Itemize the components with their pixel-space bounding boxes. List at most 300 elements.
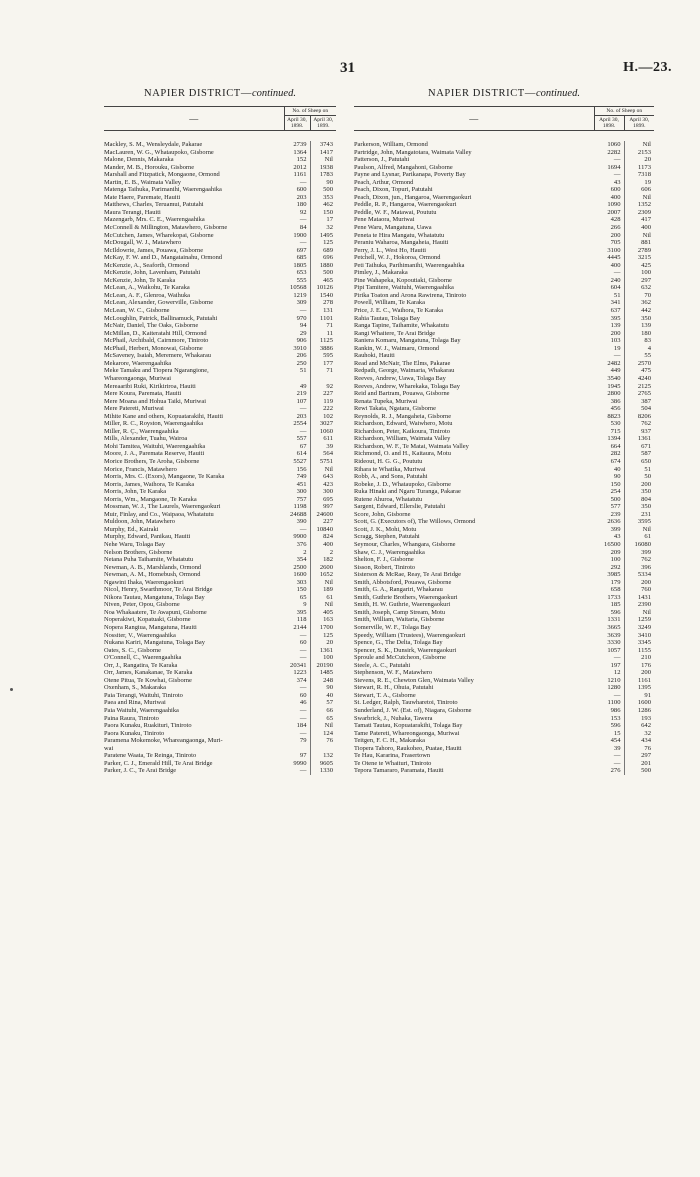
sheep-1898-cell: 5527 [293,457,307,465]
owner-cell: Swarbrick, J., Nuhaka, Tawera [354,714,433,722]
right-1898-header: April 30, 1898. [594,116,624,131]
table-row [354,186,654,194]
owner-cell: Mere Koura, Paremata, Hauiti [104,390,182,398]
sheep-1899-cell: 1652 [310,571,336,579]
sheep-1898-cell: 16500 [604,540,621,548]
owner-cell: Murphy, Edward, Panikau, Hauiti [104,533,191,541]
table-row [104,601,336,609]
sheep-1899-cell: 100 [624,269,654,277]
sheep-1898-cell: 674 [610,457,621,465]
sheep-1898-cell: 376 [296,540,307,548]
sheep-1899-cell: 227 [310,518,336,526]
table-row [354,277,654,285]
right-district-heading [354,88,654,102]
owner-cell: Rangi Whaitere, Te Arai Bridge [354,329,436,337]
sheep-1898-cell: 60 [299,691,307,699]
left-heading-italic: continued. [251,88,296,99]
sheep-1898-cell: 200 [610,231,621,239]
sheep-1899-cell: 1417 [310,149,336,157]
owner-cell: Nossiter, V., Waerengaahika [104,631,176,639]
owner-cell: Richardson, W. F., Te Matai, Waimata Valley [354,442,469,450]
sheep-1898-cell: — [299,405,307,413]
owner-cell: Stewart, R. H., Ohuia, Patutahi [354,684,434,692]
owner-cell: Sunderland, J. W. (Est. of), Niagara, Gisborne [354,707,472,715]
sheep-1899-cell: 1155 [624,647,654,655]
sheep-1898-cell: 2 [303,548,307,556]
owner-cell: Paramena Mokemoke, Whareangaonga, Muri- [104,737,223,745]
sheep-1898-cell: 103 [610,337,621,345]
owner-cell: Mere Moana and Hohua Taiki, Muriwai [104,397,207,405]
right-sheep-table [354,106,654,775]
owner-cell: McLean, A., Waikohu, Te Karaka [104,284,190,292]
table-row [104,511,336,519]
sheep-1898-cell: 97 [299,752,307,760]
owner-cell: Ruka Hinaki and Ngaru Turanga, Pakarae [354,488,461,496]
table-row [354,224,654,232]
sheep-1898-cell: 399 [610,525,621,533]
owner-cell: Pene Waru, Mangatuna, Uawa [354,224,432,232]
table-row [104,330,336,338]
left-column [104,88,336,775]
table-row [354,201,654,209]
sheep-1899-cell: 176 [624,662,654,670]
sheep-1898-cell: 2007 [607,208,621,216]
sheep-1898-cell: 3540 [607,374,621,382]
owner-cell: Tiopera Tahoro, Raukoheo, Puatae, Hauiti [354,744,462,752]
owner-cell: Peddle, R. P., Hangaroa, Waerengaokuri [354,201,457,209]
table-row [354,337,654,345]
table-row [104,194,336,202]
table-row [104,707,336,715]
owner-cell: Noperakiwi, Kopatuaki, Gisborne [104,616,191,624]
sheep-1899-cell: 1259 [624,616,654,624]
table-row [104,269,336,277]
owner-cell: Nikora Tautau, Mangatuna, Tolaga Bay [104,593,205,601]
sheep-1899-cell: 1060 [310,428,336,436]
sheep-1899-cell: 91 [624,692,654,700]
owner-cell: Speedy, William (Trustees), Waerengaokuri [354,631,466,639]
table-row [354,375,654,383]
table-row [354,767,654,775]
table-row [354,239,654,247]
sheep-1898-cell: 2636 [607,518,621,526]
table-row [104,307,336,315]
table-row [354,624,654,632]
owner-cell: Perry, J. L., West Ho, Hauiti [354,246,427,254]
sheep-1898-cell: 43 [613,178,621,186]
left-1899-header: April 30, 1899. [310,116,336,131]
sheep-1898-cell: 1210 [607,676,621,684]
sheep-1899-cell: 5751 [310,458,336,466]
sheep-1899-cell: 66 [310,707,336,715]
sheep-1898-cell: 451 [296,480,307,488]
sheep-1899-cell: 76 [624,745,654,753]
owner-cell: Parker, C. J., Emerald Hill, Te Arai Bridge [104,759,213,767]
sheep-1898-cell: 1060 [607,141,621,148]
owner-cell: Morice, Francis, Matawhero [104,465,177,473]
table-row [354,639,654,647]
owner-cell: Mate Haere, Paremate, Hauiti [104,193,181,201]
sheep-1898-cell: 219 [296,390,307,398]
table-row [354,141,654,149]
owner-cell: Scott, G. (Executors of), The Willows, Ormond [354,518,476,526]
sheep-1899-cell: 3345 [624,639,654,647]
table-row [104,533,336,541]
table-row [104,156,336,164]
sheep-1899-cell: 462 [310,201,336,209]
sheep-1899-cell: 4 [624,345,654,353]
table-row [104,398,336,406]
sheep-1899-cell: 1783 [310,171,336,179]
table-row [104,616,336,624]
owner-cell: Reid and Bartram, Pouawa, Gisborne [354,390,450,398]
margin-mark [10,688,13,691]
owner-cell: Te Hau, Kararina, Frasertown [354,752,431,760]
sheep-1898-cell: 2482 [607,359,621,367]
owner-cell: Nukana Kariri, Mangatuna, Tolaga Bay [104,639,205,647]
sheep-1898-cell: — [299,646,307,654]
sheep-1899-cell: 1330 [310,767,336,775]
owner-cell: O'Connell, C., Waerengaahika [104,654,182,662]
sheep-1898-cell: 197 [610,661,621,669]
owner-cell: Mereaaribi Ruki, Kirikiriroa, Hauiti [104,382,196,390]
owner-cell: Paia Terangi, Waituhi, Tiniroto [104,691,183,699]
owner-cell: Smith, William, Waitaria, Gisborne [354,616,445,624]
table-row [354,564,654,572]
sheep-1898-cell: 354 [296,556,307,564]
table-row [104,292,336,300]
sheep-1898-cell: 1100 [607,699,621,707]
sheep-1899-cell: 124 [310,730,336,738]
table-row [104,473,336,481]
table-row [354,171,654,179]
sheep-1898-cell: 206 [296,352,307,360]
sheep-1899-cell: 1101 [310,315,336,323]
owner-cell: Partridge, John, Mangatotara, Waimata Valley [354,148,472,156]
sheep-1898-cell: — [299,729,307,737]
sheep-1899-cell: 57 [310,699,336,707]
sheep-1898-cell: 2282 [607,148,621,156]
sheep-1899-cell: 125 [310,239,336,247]
sheep-1898-cell: 2500 [293,563,307,571]
sheep-1899-cell: 504 [624,405,654,413]
table-row [104,526,336,534]
sheep-1899-cell: 227 [310,390,336,398]
table-row [104,141,336,149]
table-row [104,352,336,360]
owner-cell: Newman, A. B., Marshlands, Ormond [104,563,202,571]
sheep-1898-cell: 266 [610,224,621,232]
table-row [354,518,654,526]
sheep-1898-cell: 1694 [607,163,621,171]
right-heading-text: NAPIER DISTRICT— [428,88,536,99]
sheep-1899-cell: 2765 [624,390,654,398]
table-row [354,315,654,323]
table-row [354,609,654,617]
table-row [104,435,336,443]
sheep-1898-cell: 1057 [607,646,621,654]
table-row [354,632,654,640]
owner-cell: Richardson, William, Waimata Valley [354,435,451,443]
owner-cell: Murphy, Ed., Kairaki [104,525,159,533]
sheep-1899-cell: 76 [310,737,336,745]
sheep-1898-cell: 600 [610,186,621,194]
table-row [354,262,654,270]
sheep-1898-cell: 19 [613,344,621,352]
sheep-1899-cell: 55 [624,352,654,360]
sheep-1899-cell: 425 [624,262,654,270]
sheep-1898-cell: 596 [610,722,621,730]
owner-cell: Mekarore, Waerengaahika [104,359,172,367]
sheep-1899-cell: 177 [310,360,336,368]
table-row [104,715,336,723]
sheep-1899-cell: Nil [310,722,336,730]
sheep-1898-cell: 456 [610,405,621,413]
sheep-1898-cell: 184 [296,722,307,730]
sheep-1899-cell: 500 [624,767,654,775]
table-row [354,571,654,579]
sheep-1898-cell: 67 [299,442,307,450]
table-row [354,737,654,745]
sheep-1898-cell: 43 [613,533,621,541]
owner-cell: Newman, A. M., Homebush, Ormond [104,571,201,579]
sheep-1898-cell: 254 [610,488,621,496]
right-heading-italic: continued. [535,88,580,99]
sheep-1898-cell: 8823 [607,412,621,420]
table-row [104,632,336,640]
table-row [354,752,654,760]
table-row [354,692,654,700]
sheep-1898-cell: 10568 [290,284,307,292]
table-row [104,322,336,330]
table-row [104,450,336,458]
sheep-1899-cell: 1880 [310,262,336,270]
owner-cell: Rutene Ahuroa, Whatatutu [354,495,423,503]
table-row [354,496,654,504]
sheep-1899-cell: 3215 [624,254,654,262]
sheep-1898-cell: 4445 [607,254,621,262]
sheep-1898-cell: 1331 [607,616,621,624]
sheep-1899-cell: 1352 [624,201,654,209]
sheep-1898-cell: 40 [613,465,621,473]
sheep-1899-cell: 61 [624,533,654,541]
owner-cell: Steele, A. C., Patutahi [354,661,411,669]
table-row [104,669,336,677]
owner-cell: Morris, Mrs. C. (Exors), Mangaone, Te Karaka [104,473,225,481]
sheep-1899-cell: 71 [310,322,336,330]
sheep-1899-cell: 500 [310,269,336,277]
sheep-1899-cell: 32 [310,224,336,232]
sheep-1898-cell: 309 [296,299,307,307]
owner-cell: Mihite Kane and others, Kopuatarakihi, Hauiti [104,412,224,420]
table-row [354,549,654,557]
table-row [104,164,336,172]
owner-cell: wai [104,744,114,752]
table-row [354,533,654,541]
owner-cell: Nopera Rangiua, Mangatuna, Hauiti [104,624,197,631]
sheep-1898-cell: 530 [610,420,621,428]
owner-cell: Robeke, J. D., Whataupoko, Gisborne [354,480,451,488]
sheep-1899-cell: 650 [624,458,654,466]
table-row [104,443,336,451]
sheep-1899-cell: 83 [624,337,654,345]
owner-cell: Pirika Toaton and Arona Rawirena, Tiniroto [354,291,467,299]
owner-cell: Spence, G., The Delta, Tolaga Bay [354,639,443,647]
table-row [354,322,654,330]
right-table-body [354,131,654,775]
table-row [354,299,654,307]
table-row [104,375,336,383]
sheep-1898-cell: 250 [296,359,307,367]
sheep-1899-cell: 3595 [624,518,654,526]
sheep-1898-cell: 60 [299,639,307,647]
sheep-1898-cell: 341 [610,299,621,307]
owner-cell: Matenga Taihuka, Parimanihi, Waerengaahika [104,186,222,194]
sheep-1898-cell: 1805 [293,261,307,269]
sheep-1899-cell: 937 [624,428,654,436]
sheep-1899-cell: 689 [310,247,336,255]
table-row [354,367,654,375]
sheep-1899-cell: 4240 [624,375,654,383]
owner-cell: Richardson, Edward, Waiwhero, Motu [354,420,453,428]
sheep-1899-cell: 350 [624,488,654,496]
sheep-1898-cell: 697 [296,246,307,254]
owner-cell: Morice Brothers, Te Aroha, Gisborne [104,457,200,465]
sheep-1898-cell: 906 [296,337,307,345]
sheep-1898-cell: 449 [610,367,621,375]
sheep-1898-cell: 600 [296,186,307,194]
table-row [104,216,336,224]
sheep-1898-cell: — [613,752,621,760]
table-row [104,692,336,700]
sheep-1899-cell: 423 [310,481,336,489]
sheep-1898-cell: — [299,654,307,662]
sheep-1899-cell: 297 [624,277,654,285]
table-row [104,594,336,602]
sheep-1899-cell: Nil [624,526,654,534]
sheep-1899-cell: 642 [624,722,654,730]
sheep-1898-cell: 139 [610,322,621,330]
sheep-1898-cell: 685 [296,254,307,262]
sheep-1899-cell: 353 [310,194,336,202]
table-row [354,405,654,413]
owner-cell: Smith, G. A., Rangariri, Whakarau [354,586,443,594]
table-row [354,450,654,458]
sheep-1898-cell: 303 [296,578,307,586]
table-row [104,284,336,292]
sheep-1898-cell: 12 [613,669,621,677]
table-row [354,684,654,692]
sheep-1899-cell: 32 [624,730,654,738]
owner-cell: St. Ledger, Ralph, Tauwharetoi, Tiniroto [354,699,458,707]
sheep-1898-cell: 118 [296,616,307,624]
left-table-body [104,131,336,775]
sheep-1899-cell: 200 [624,669,654,677]
sheep-1899-cell: 1286 [624,707,654,715]
right-column [354,88,654,775]
sheep-1898-cell: — [299,525,307,533]
sheep-1898-cell: 395 [296,608,307,616]
sheep-1898-cell: — [613,171,621,179]
owner-cell: Sargent, Edward, Ellerslie, Patutahi [354,503,446,511]
sheep-1898-cell: 3985 [607,571,621,579]
owner-cell: Tame Patereti, Whareongaonga, Muriwai [354,729,460,737]
sheep-1899-cell: 2570 [624,360,654,368]
owner-cell: Peraniu Waharoa, Mangaheia, Hauiti [354,239,449,247]
sheep-1898-cell: — [613,156,621,164]
sheep-1898-cell: 9 [303,601,307,609]
sheep-1899-cell: 1173 [624,164,654,172]
owner-cell: Meke Tamaku and Tiopera Ngarangione, [104,367,209,375]
sheep-1898-cell: 203 [296,193,307,201]
sheep-1898-cell: 79 [299,737,307,745]
sheep-1899-cell: 2309 [624,209,654,217]
sheep-1899-cell: 231 [624,511,654,519]
left-sheep-table [104,106,336,775]
owner-cell: Richardson, Peter, Kaikoura, Tiniroto [354,427,450,435]
sheep-1898-cell: 1219 [293,291,307,299]
owner-cell: Shelton, F. J., Gisborne [354,556,414,564]
sheep-1899-cell: 1600 [624,699,654,707]
table-row [354,730,654,738]
left-district-heading [104,88,336,102]
table-row [104,518,336,526]
table-row [104,458,336,466]
owner-cell: McKenzie, A., Seaforth, Ormond [104,261,190,269]
sheep-1899-cell: Nil [624,141,654,149]
sheep-1898-cell: 107 [296,397,307,405]
table-row [104,247,336,255]
owner-cell: Smith, Joseph, Camp Stream, Motu [354,608,446,616]
table-row [104,677,336,685]
sheep-1898-cell: 2144 [293,624,307,631]
sheep-1899-cell: 442 [624,307,654,315]
table-row [354,428,654,436]
sheep-1899-cell: 400 [310,541,336,549]
sheep-1898-cell: 749 [296,473,307,481]
sheep-1899-cell: 465 [310,277,336,285]
table-row [104,571,336,579]
table-row [104,405,336,413]
sheep-1898-cell: 1733 [607,593,621,601]
sheep-1898-cell: 20341 [290,661,307,669]
owner-cell: Moore, J. A., Paremata Reserve, Hauiti [104,450,205,458]
sheep-1898-cell: — [299,216,307,224]
owner-cell: Reeves, Andrew, Uawa, Tolaga Bay [354,374,446,382]
sheep-1899-cell: 632 [624,284,654,292]
owner-cell: Muldoon, John, Matawhero [104,518,175,526]
sheep-1898-cell: — [299,239,307,247]
sheep-1898-cell: 1223 [293,669,307,677]
sheep-1898-cell: 100 [610,556,621,564]
owner-cell: McKenzie, John, Lavenham, Patutahi [104,269,201,277]
sheep-1898-cell: 153 [610,714,621,722]
table-row [104,209,336,217]
table-row [104,684,336,692]
table-row [104,390,336,398]
sheep-1898-cell: 3639 [607,631,621,639]
table-row [354,541,654,549]
table-row [104,541,336,549]
table-row [354,292,654,300]
owner-cell: Stephenson, W. F., Matawhero [354,669,433,677]
sheep-1898-cell: 705 [610,239,621,247]
sheep-1899-cell: 139 [624,322,654,330]
owner-cell: Spencer, S. K., Dunsirk, Waerengaokuri [354,646,457,654]
left-sheep-group-header: No. of Sheep on [284,107,336,116]
sheep-1898-cell: 658 [610,586,621,594]
table-row [104,654,336,662]
